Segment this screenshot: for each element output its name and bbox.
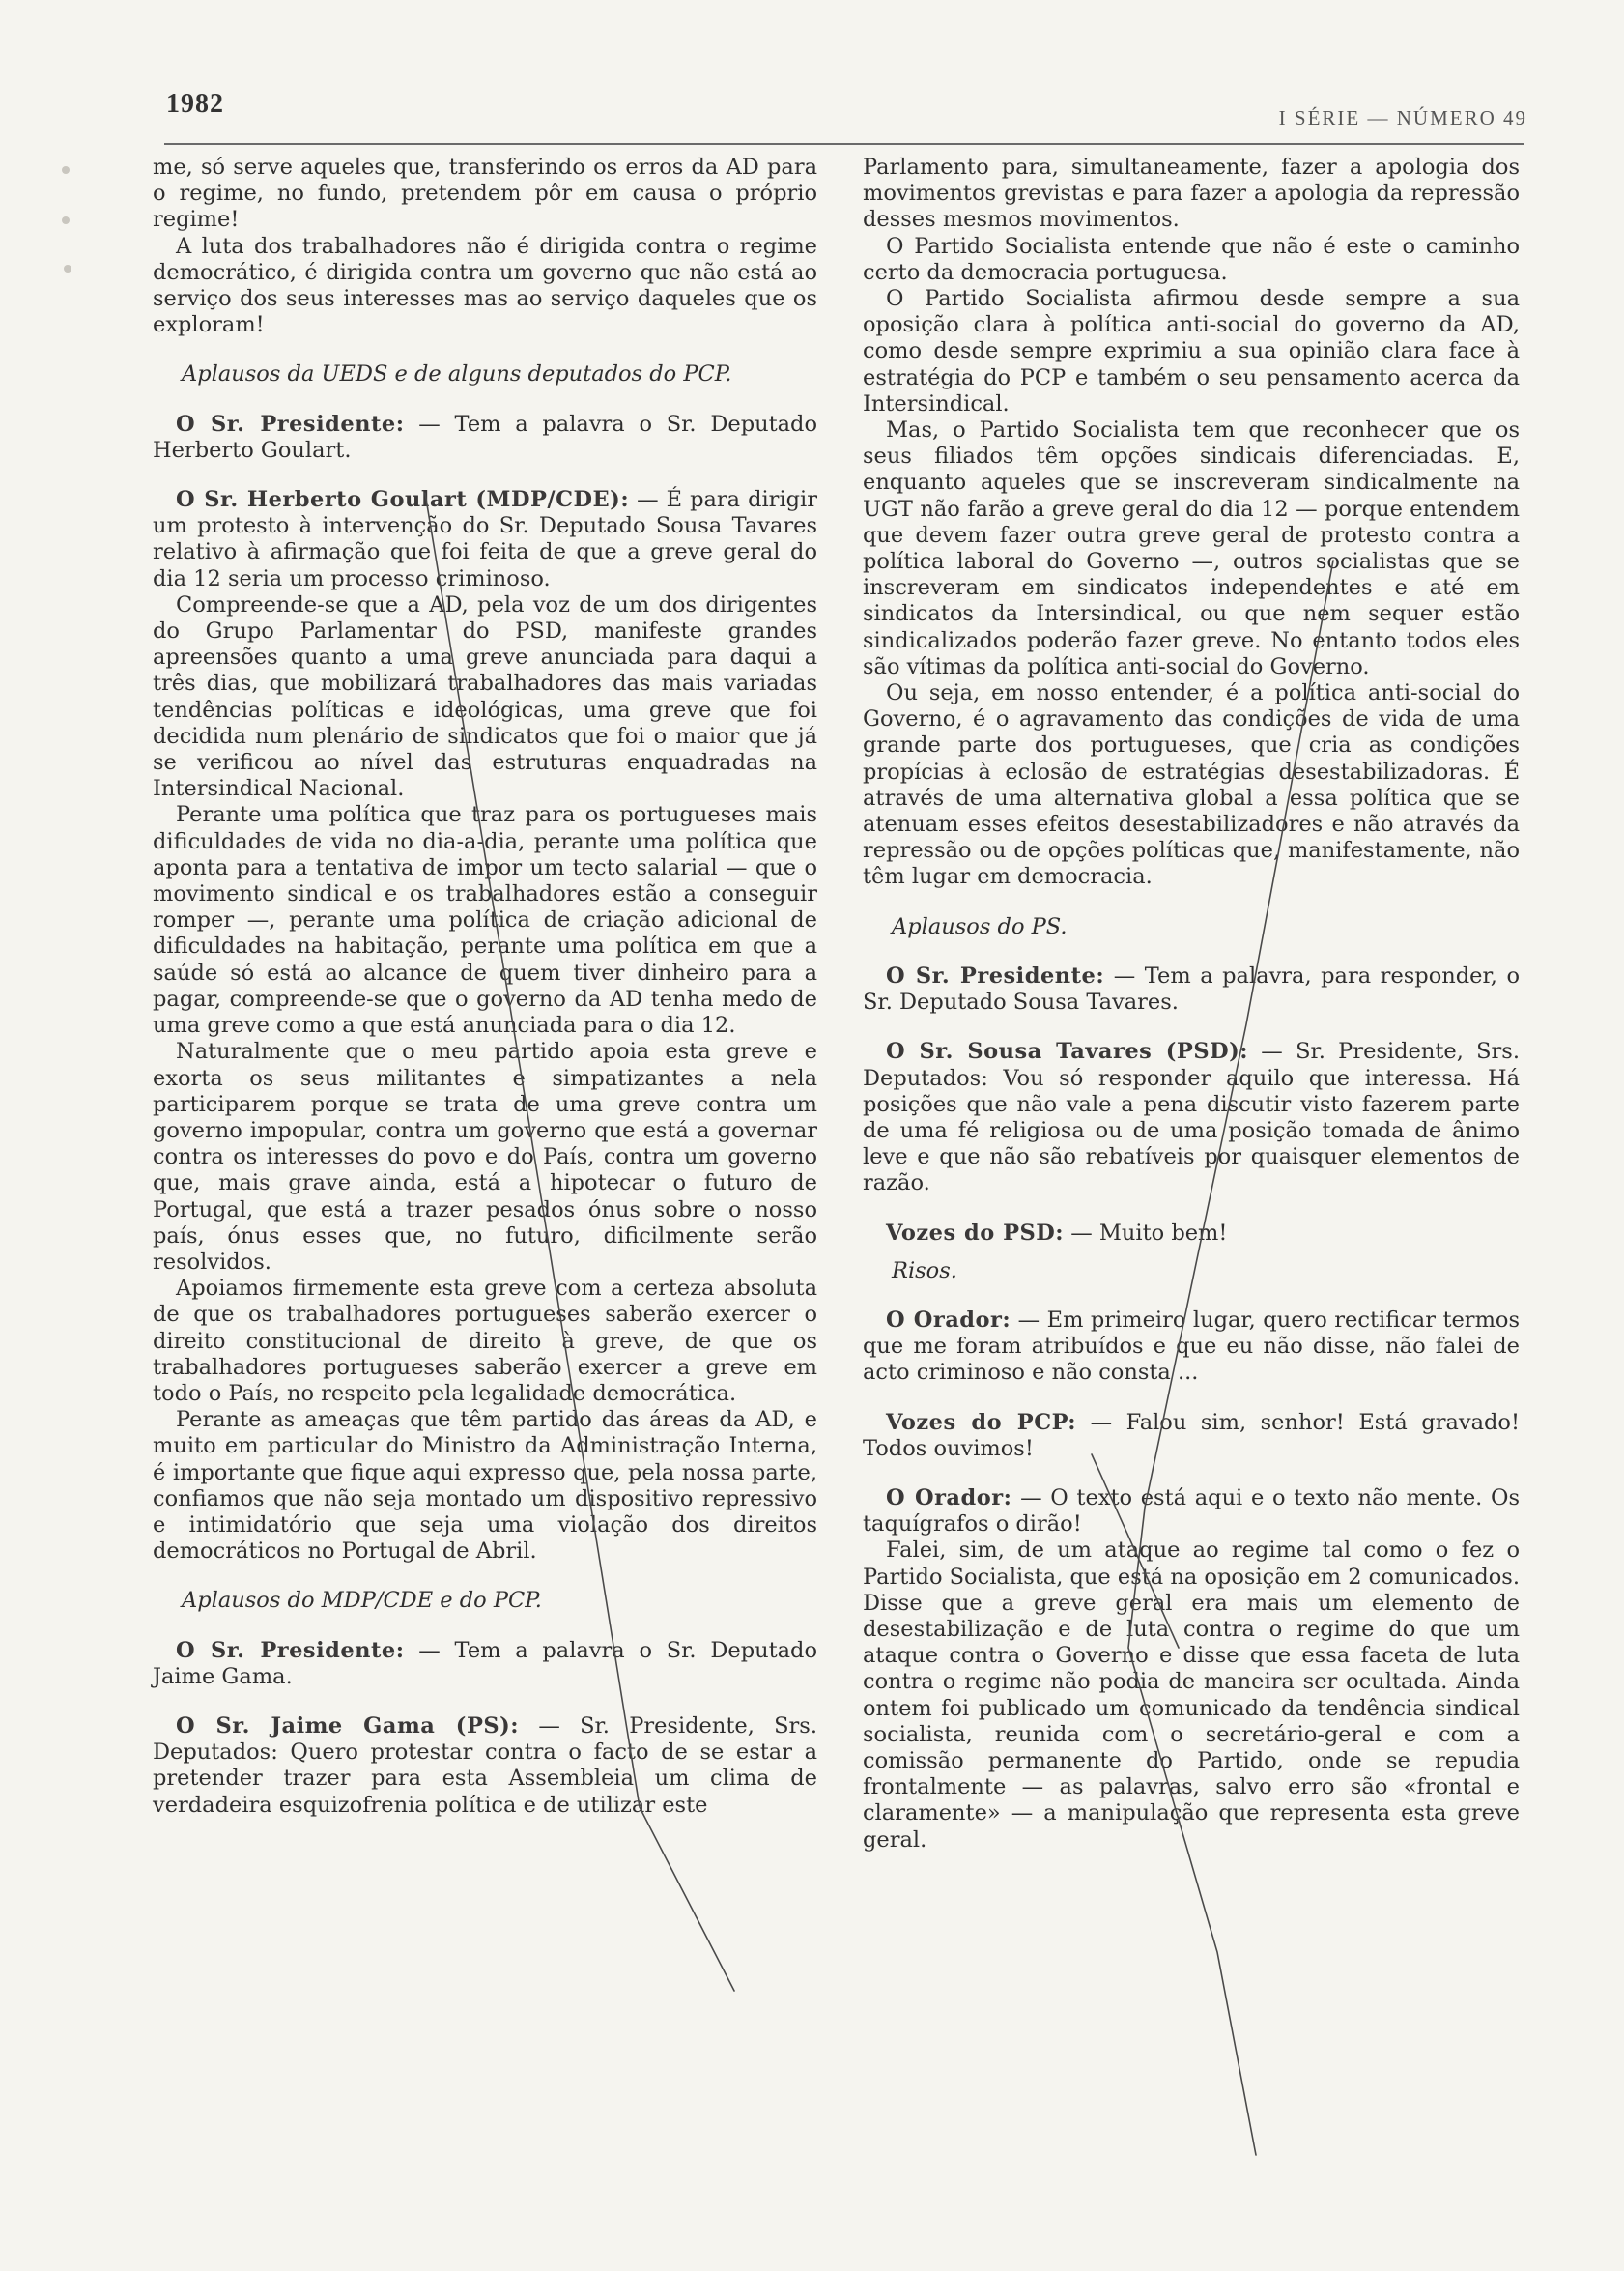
speech-text: — Tem a palavra o Sr. Deputado Herberto Goulart. (153, 411, 817, 463)
speech-text: — Tem a palavra, para responder, o Sr. Deputado Sousa Tavares. (863, 963, 1520, 1016)
paragraph: Ou seja, em nosso entender, é a política anti-social do Governo, é o agravamento das condições de vida de uma grande parte dos portugueses, que cria as condições propícias à eclosão de estratégias desestabilizadoras. É através de uma alternativa global a essa política que se atenuam esses efeitos desestabilizadores e não através da repressão ou de opções políticas que, manifestamente, não têm lugar em democracia. (863, 680, 1520, 890)
speaker-name: O Sr. Herberto Goulart (MDP/CDE): (176, 487, 630, 513)
series-number: I SÉRIE — NÚMERO 49 (1278, 106, 1527, 129)
speech-text: — Sr. Presidente, Srs. Deputados: Quero protestar contra o facto de se estar a pretender trazer para esta Assembleia um clima de verdadeira esquizofrenia política e de utilizar este (153, 1712, 817, 1818)
scan-speck (64, 265, 71, 273)
speaker-name: Vozes do PCP: (886, 1409, 1077, 1435)
paragraph: Perante as ameaças que têm partido das áreas da AD, e muito em particular do Ministro da Administração Interna, é importante que fique aqui expresso que, pela nossa parte, confiamos que não seja montado um dispositivo repressivo e intimidatório que seja uma violação dos direitos democráticos no Portugal de Abril. (153, 1407, 817, 1565)
continued-paragraph: Parlamento para, simultaneamente, fazer a apologia dos movimentos grevistas e para fazer a apologia da repressão desses mesmos movimentos. (863, 155, 1520, 233)
speech-text: — Muito bem! (1064, 1220, 1228, 1246)
paragraph: Perante uma política que traz para os portugueses mais dificuldades de vida no dia-a-dia, perante uma política que aponta para a tentativa de impor um tecto salarial — que o movimento sindical e os trabalhadores estão a conseguir romper —, perante uma política de criação adicional de dificuldades na habitação, perante uma política em que a saúde só está ao alcance de quem tiver dinheiro para a pagar, compreende-se que o governo da AD tenha medo de uma greve como a que está anunciada para o dia 12. (153, 802, 817, 1039)
speech-text: — O texto está aqui e o texto não mente. Os taquígrafos o dirão! (863, 1484, 1520, 1538)
speaker-name: O Sr. Presidente: (886, 963, 1105, 989)
left-column (153, 155, 817, 1819)
paragraph: O Partido Socialista afirmou desde sempre a sua oposição clara à política anti-social do governo da AD, como desde sempre exprimiu a sua opinião clara face à estratégia do PCP e também o seu pensamento acerca da Intersindical. (863, 286, 1520, 417)
header-rule (164, 143, 1524, 145)
speech-paragraph (863, 1221, 1520, 1247)
speech-paragraph (153, 1713, 817, 1819)
scan-speck (62, 166, 70, 174)
paragraph: Naturalmente que o meu partido apoia esta greve e exorta os seus militantes e simpatizantes a nela participarem porque se trata de uma greve contra um governo impopular, contra um governo que está a governar contra os interesses do povo e do País, contra um governo que, mais grave ainda, está a hipotecar o futuro de Portugal, que está a trazer pesados ónus sobre o nosso país, ónus esses que, no futuro, dificilmente serão resolvidos. (153, 1039, 817, 1275)
speech-text: — Tem a palavra o Sr. Deputado Jaime Gama. (153, 1637, 817, 1689)
speaker-name: Vozes do PSD: (886, 1220, 1065, 1246)
paragraph: Falei, sim, de um ataque ao regime tal como o fez o Partido Socialista, que está na oposição em 2 comunicados. Disse que a greve geral era mais um elemento de desestabilização e de luta contra o regime do que um ataque contra o Governo e disse que essa faceta de luta contra o regime não podia de maneira ser ocultada. Ainda ontem foi publicado um comunicado da tendência sindical socialista, reunida com o secretário-geral e com a comissão permanente do Partido, onde se repudia frontalmente — as palavras, salvo erro são «frontal e claramente» — a manipulação que representa esta greve geral. (863, 1538, 1520, 1853)
stage-direction: Risos. (892, 1257, 957, 1283)
paragraph: Apoiamos firmemente esta greve com a certeza absoluta de que os trabalhadores portugueses saberão exercer o direito constitucional de direito à greve, de que os trabalhadores portugueses saberão exercer a greve em todo o País, no respeito pela legalidade democrática. (153, 1276, 817, 1406)
speech-paragraph (153, 1638, 817, 1690)
speaker-name: O Orador: (886, 1307, 1011, 1333)
speech-paragraph (863, 963, 1520, 1016)
speech-paragraph (863, 1308, 1520, 1387)
paragraph: A luta dos trabalhadores não é dirigida contra o regime democrático, é dirigida contra um governo que não está ao serviço dos seus interesses mas ao serviço daqueles que os exploram! (153, 233, 817, 338)
paragraph: O Partido Socialista entende que não é este o caminho certo da democracia portuguesa. (863, 233, 1520, 285)
speech-paragraph (863, 1485, 1520, 1538)
stage-direction: Aplausos do PS. (892, 913, 1068, 939)
paragraph: Compreende-se que a AD, pela voz de um dos dirigentes do Grupo Parlamentar do PSD, manifeste grandes apreensões quanto a uma greve anunciada para daqui a três dias, que mobilizará trabalhadores das mais variadas tendências políticas e ideológicas, uma greve que foi decidida num plenário de sindicatos que foi o maior que já se verificou ao nível das estruturas enquadradas na Intersindical Nacional. (153, 591, 817, 802)
speech-text: — Sr. Presidente, Srs. Deputados: Vou só responder aquilo que interessa. Há posições que não vale a pena discutir visto fazerem parte de uma fé religiosa ou de uma posição tomada de ânimo leve e que não são rebatíveis por quaisquer elementos de razão. (863, 1039, 1520, 1196)
speech-paragraph (863, 1039, 1520, 1196)
scan-speck (62, 216, 70, 224)
speaker-name: O Sr. Presidente: (176, 411, 405, 437)
stage-direction: Aplausos da UEDS e de alguns deputados do PCP. (182, 361, 732, 388)
paragraph: Mas, o Partido Socialista tem que reconhecer que os seus filiados têm opções sindicais diferenciadas. E, enquanto aqueles que se inscreveram sindicalmente na UGT não farão a greve geral do dia 12 — porque entendem que devem fazer outra greve geral de protesto contra a política laboral do Governo —, outros socialistas que se inscreveram em sindicatos independentes e até em sindicatos da Intersindical, ou que nem sequer estão sindicalizados poderão fazer greve. No entanto todos eles são vítimas da política anti-social do Governo. (863, 417, 1520, 679)
stage-direction: Aplausos do MDP/CDE e do PCP. (182, 1588, 542, 1614)
speaker-name: O Sr. Presidente: (176, 1637, 405, 1663)
speech-text: — Falou sim, senhor! Está gravado! Todos ouvimos! (863, 1409, 1520, 1461)
speech-paragraph (153, 487, 817, 592)
speech-paragraph (863, 1410, 1520, 1462)
speaker-name: O Orador: (886, 1484, 1012, 1510)
continued-paragraph: me, só serve aqueles que, transferindo os erros da AD para o regime, no fundo, pretendem pôr em causa o próprio regime! (153, 155, 817, 233)
speech-paragraph (153, 412, 817, 464)
right-column (863, 155, 1520, 1854)
speech-text: — É para dirigir um protesto à intervenção do Sr. Deputado Sousa Tavares relativo à afirmação que foi feita de que a greve geral do dia 12 seria um processo criminoso. (153, 487, 817, 591)
speech-text: — Em primeiro lugar, quero rectificar termos que me foram atribuídos e que eu não disse, não falei de acto criminoso e não consta ... (863, 1307, 1520, 1386)
speaker-name: O Sr. Jaime Gama (PS): (176, 1712, 520, 1739)
speaker-name: O Sr. Sousa Tavares (PSD): (886, 1039, 1249, 1065)
page-year: 1982 (166, 89, 224, 119)
